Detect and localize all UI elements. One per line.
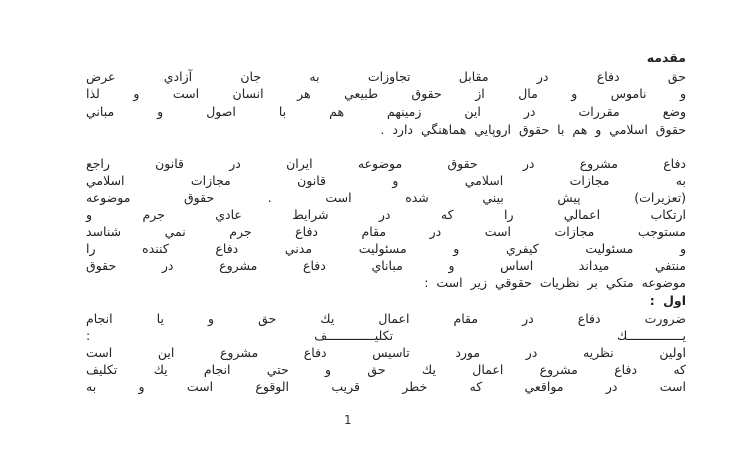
paragraph-3-line-1: ضرورت دفاع در مقام اعمال يك حق و يا انجام (86, 311, 686, 326)
paragraph-1-line-2: و ناموس و مال از حقوق طبيعي هر انسان است و لذا (86, 86, 686, 101)
document-heading: مقدمه (646, 50, 686, 65)
paragraph-3-line-4: كه دفاع مشروع اعمال يك حق و حتي انجام يك تكليف (86, 362, 686, 377)
paragraph-2-line-8: موضوعه متكي بر نظريات حقوقي زير است : (424, 275, 686, 290)
paragraph-2-line-5: مستوجب مجازات است در مقام دفاع جرم نمي شناسد (86, 224, 686, 239)
paragraph-2-line-7: منتفي ميداند اساس و مباناي دفاع مشروع در حقوق (86, 258, 686, 273)
paragraph-3-line-2: يـــــــــــــــك تكليـــــــــــــف : (86, 328, 686, 343)
paragraph-2-line-3: (تعزيرات) پيش بيني شده است . حقوق موضوعه (86, 190, 686, 205)
paragraph-2-line-6: و مسئوليت كيفري و مسئوليت مدني دفاع كننده را (86, 241, 686, 256)
paragraph-3-line-3: اولين نظريه در مورد تاسيس دفاع مشروع اين است (86, 345, 686, 360)
section-heading: اول : (649, 293, 686, 308)
paragraph-2-line-4: ارتكاب اعمالي را كه در شرايط عادي جرم و (86, 207, 686, 222)
paragraph-1-line-1: حق دفاع در مقابل تجاوزات به جان آزادي عرض (86, 69, 686, 84)
paragraph-2-line-1: دفاع مشروع در حقوق موضوعه ايران در قانون راجع (86, 156, 686, 171)
paragraph-1-line-4: حقوق اسلامي و هم با حقوق اروپايي هماهنگي دارد . (380, 122, 686, 137)
page-number: 1 (344, 413, 352, 427)
paragraph-2-line-2: به مجازات اسلامي و قانون مجازات اسلامي (86, 173, 686, 188)
paragraph-3-line-5: است در مواقعي كه خطر قريب الوقوع است و به (86, 379, 686, 394)
paragraph-1-line-3: وضع مقررات در اين زمينهم هم با اصول و مباني (86, 104, 686, 119)
